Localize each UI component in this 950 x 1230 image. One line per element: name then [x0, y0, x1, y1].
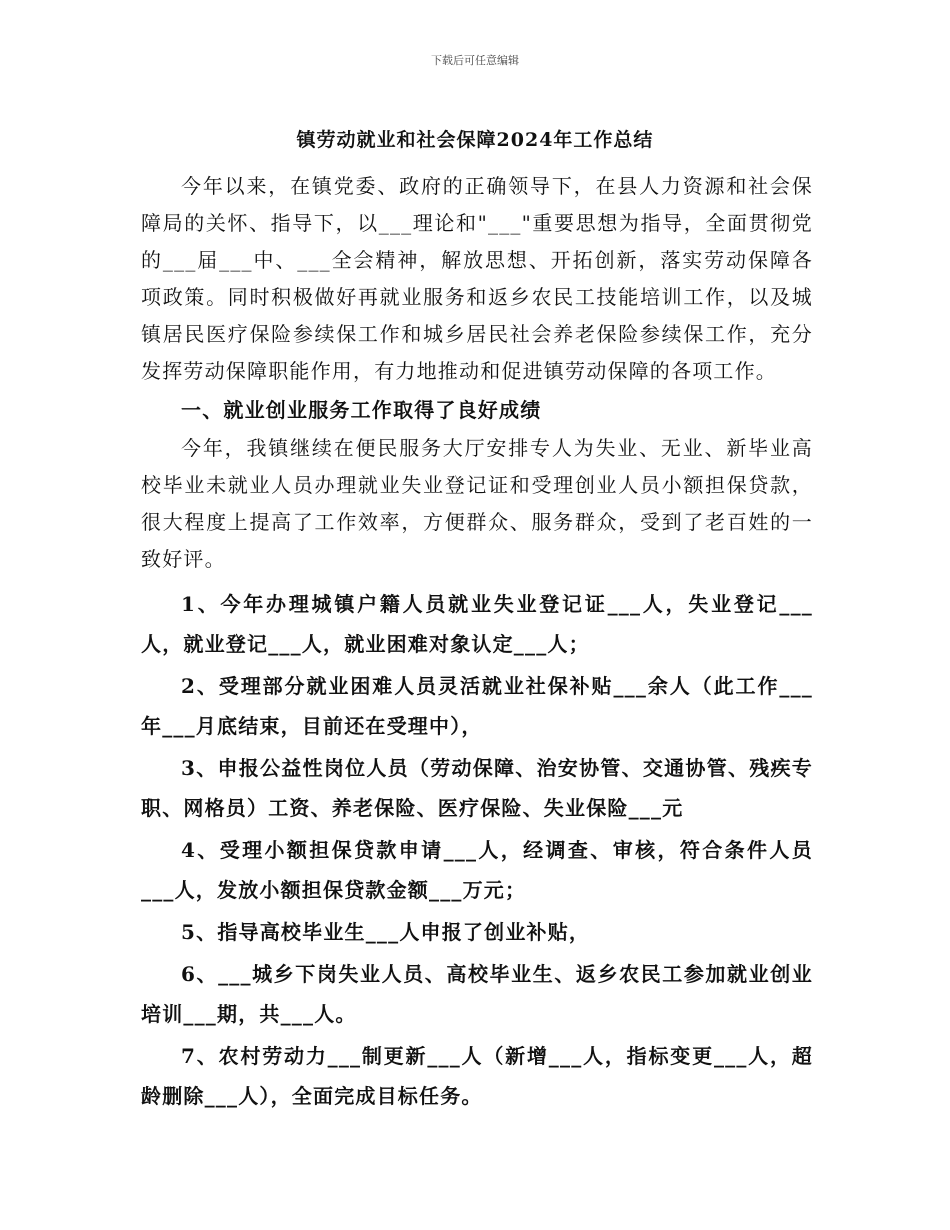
- list-item: 1、今年办理城镇户籍人员就业失业登记证___人，失业登记___人，就业登记___人，就业困难对象认定___人；: [141, 592, 813, 656]
- page-header-note: 下载后可任意编辑: [431, 54, 519, 67]
- list-item: 3、申报公益性岗位人员（劳动保障、治安协管、交通协管、残疾专职、网格员）工资、养老保险、医疗保险、失业保险___元: [141, 756, 813, 820]
- list-item: 5、指导高校毕业生___人申报了创业补贴，: [181, 920, 591, 944]
- document-title: 镇劳动就业和社会保障2024年工作总结: [296, 129, 654, 151]
- list-item: 4、受理小额担保贷款申请___人，经调查、审核，符合条件人员___人，发放小额担保贷款金额___万元；: [141, 838, 813, 902]
- section-heading: 一、就业创业服务工作取得了良好成绩: [181, 398, 542, 422]
- intro-paragraph: 今年以来，在镇党委、政府的正确领导下，在县人力资源和社会保障局的关怀、指导下，以___理论和"___"重要思想为指导，全面贯彻党的___届___中、___全会精神，解放思想、开拓创新，落实劳动保障各项政策。同时积极做好再就业服务和返乡农民工技能培训工作，以及城镇居民医疗保险参续保工作和城乡居民社会养老保险参续保工作，充分发挥劳动保障职能作用，有力地推动和促进镇劳动保障的各项工作。: [141, 174, 813, 383]
- document-body: [141, 168, 813, 1116]
- section-paragraph: 今年，我镇继续在便民服务大厅安排专人为失业、无业、新毕业高校毕业未就业人员办理就业失业登记证和受理创业人员小额担保贷款，很大程度上提高了工作效率，方便群众、服务群众，受到了老百姓的一致好评。: [141, 436, 813, 571]
- list-item: 6、___城乡下岗失业人员、高校毕业生、返乡农民工参加就业创业培训___期，共___人。: [141, 962, 813, 1026]
- list-item: 7、农村劳动力___制更新___人（新增___人，指标变更___人，超龄删除___人），全面完成目标任务。: [141, 1044, 813, 1108]
- list-item: 2、受理部分就业困难人员灵活就业社保补贴___余人（此工作___年___月底结束，目前还在受理中），: [141, 674, 813, 738]
